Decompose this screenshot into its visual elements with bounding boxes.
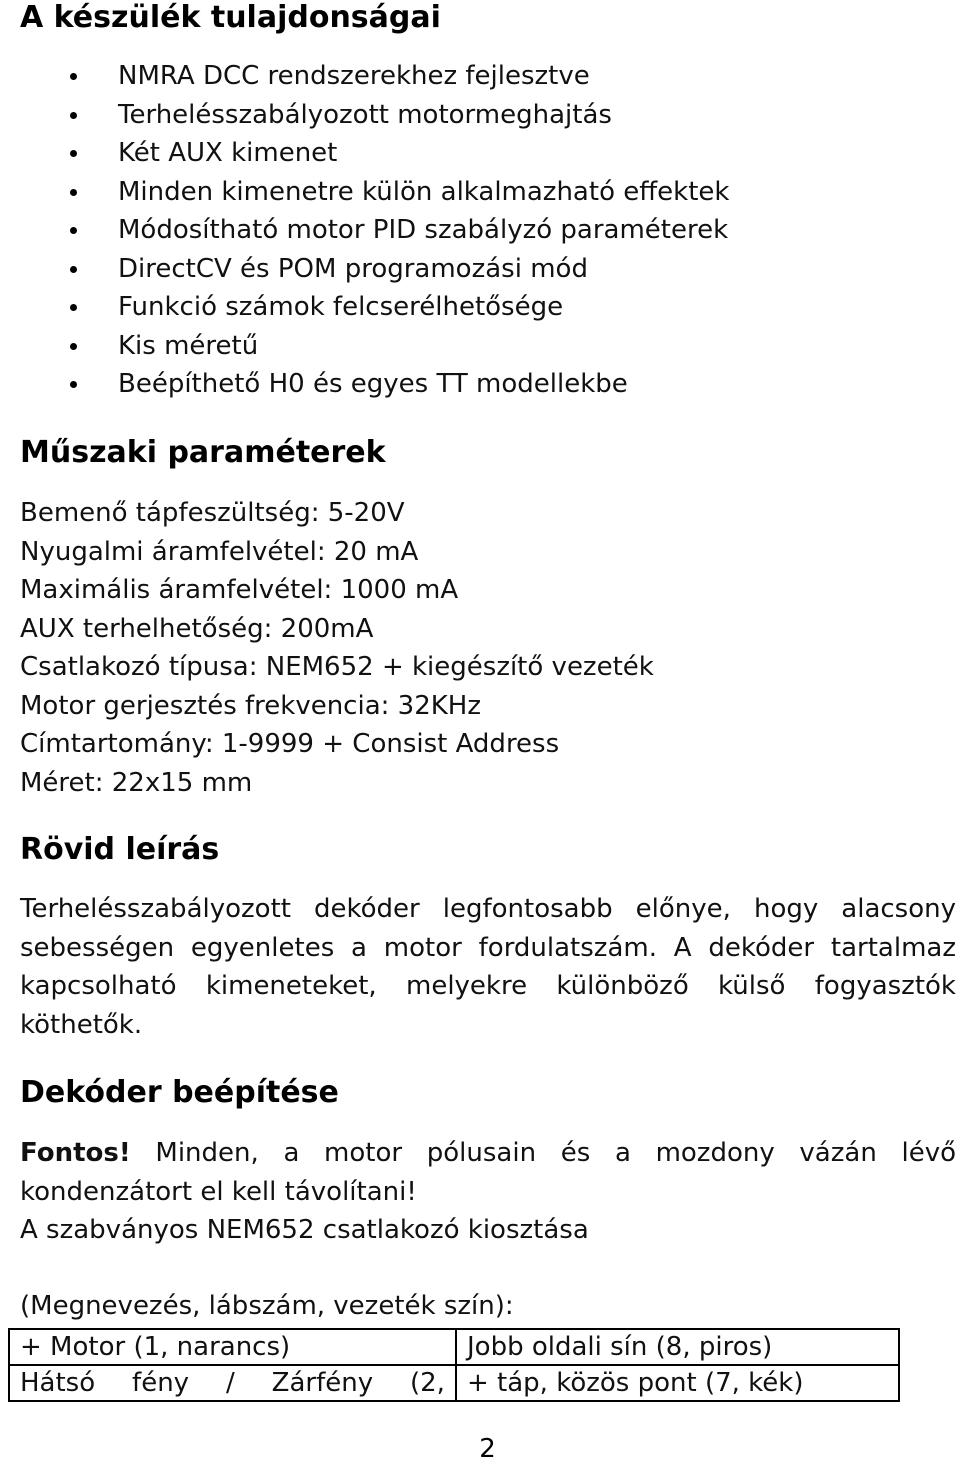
important-note: [20, 1134, 956, 1211]
table-cell: + táp, közös pont (7, kék): [456, 1365, 899, 1401]
section-title-technical-parameters: Műszaki paraméterek: [20, 435, 386, 470]
section-title-short-description: Rövid leírás: [20, 832, 220, 867]
bullet-icon: [70, 266, 77, 273]
parameter-line: Címtartomány: 1-9999 + Consist Address: [20, 729, 560, 759]
cell-word: (2,: [410, 1368, 445, 1398]
cell-word: Zárfény: [271, 1368, 374, 1398]
bullet-icon: [70, 150, 77, 157]
parameter-line: Bemenő tápfeszültség: 5-20V: [20, 498, 405, 528]
parameter-line: Nyugalmi áramfelvétel: 20 mA: [20, 536, 419, 567]
cell-word: fény: [132, 1368, 190, 1398]
bullet-icon: [70, 227, 77, 234]
bullet-icon: [70, 304, 77, 311]
bullet-icon: [70, 112, 77, 119]
table-cell: + Motor (1, narancs): [9, 1329, 456, 1365]
parameter-line: Maximális áramfelvétel: 1000 mA: [20, 575, 459, 605]
table-caption: (Megnevezés, lábszám, vezeték szín):: [20, 1291, 514, 1321]
parameter-line: AUX terhelhetőség: 200mA: [20, 613, 374, 644]
section-title-installation: Dekóder beépítése: [20, 1075, 339, 1110]
table-cell: [9, 1365, 456, 1401]
page-number: 2: [479, 1434, 496, 1464]
parameter-line: Motor gerjesztés frekvencia: 32KHz: [20, 690, 481, 721]
table-row: [9, 1365, 899, 1401]
cell-word: /: [225, 1368, 235, 1398]
bullet-icon: [70, 343, 77, 350]
document-page: A készülék tulajdonságai NMRA DCC rendszerekhez fejlesztve Terhelésszabályozott motormeghajtás Két AUX kimenet Minden kimenetre külön alkalmazható effektek Módosítható motor PID szabályzó paraméterek DirectCV és POM programozási mód Funkció számok felcserélhetősége Kis méretű Beépíthető H0 és egyes TT modellekbe Műszaki paraméterek Bemenő tápfeszültség: 5-20V Nyugalmi áramfelvétel: 20 mA Maximális áramfelvétel: 1000 mA AUX terhelhetőség: 200mA Csatlakozó típusa: NEM652 + kiegészítő vezeték Motor gerjesztés frekvencia: 32KHz Címtartomány: 1-9999 + Consist Address Méret: 22x15 mm Rövid leírás Terhelésszabályozott dekóder legfontosabb előnye, hogy alacsony sebességen egyenletes a motor fordulatszám. A dekóder tartalmaz kapcsolható kimeneteket, melyekre különböző külső fogyasztók köthetők. Dekóder beépítése Fontos! Minden, a motor pólusain és a mozdony vázán lévő kondenzátort el kell távolítani! A szabványos NEM652 csatlakozó kiosztása (Megnevezés, lábszám, vezeték szín): + Motor (1, narancs) Jobb oldali sín (8, piros) Hátsó fény / Zárfény (2, + táp, közös pont (7, kék) 2: [0, 0, 960, 1461]
cell-word: Hátsó: [20, 1368, 96, 1398]
description-paragraph: Terhelésszabályozott dekóder legfontosabb előnye, hogy alacsony sebességen egyenletes a motor fordulatszám. A dekóder tartalmaz kapcsolható kimeneteket, melyekre különböző külső fogyasztók köthetők.: [20, 894, 956, 1040]
section-title-properties: A készülék tulajdonságai: [20, 0, 441, 35]
parameter-line: Méret: 22x15 mm: [20, 767, 253, 798]
bullet-icon: [70, 381, 77, 388]
pin-assignment-table: [8, 1328, 900, 1402]
justified-cell-text: [20, 1367, 445, 1399]
important-label: Fontos!: [20, 1138, 131, 1168]
bullet-icon: [70, 189, 77, 196]
parameter-line: Csatlakozó típusa: NEM652 + kiegészítő vezeték: [20, 652, 654, 682]
parameter-list: [20, 494, 654, 802]
important-text: Minden, a motor pólusain és a mozdony vázán lévő kondenzátort el kell távolítani!: [20, 1138, 956, 1207]
nem652-heading: A szabványos NEM652 csatlakozó kiosztása: [20, 1215, 589, 1245]
table-row: [9, 1329, 899, 1365]
bullet-icon: [70, 73, 77, 80]
table-cell: Jobb oldali sín (8, piros): [456, 1329, 899, 1365]
